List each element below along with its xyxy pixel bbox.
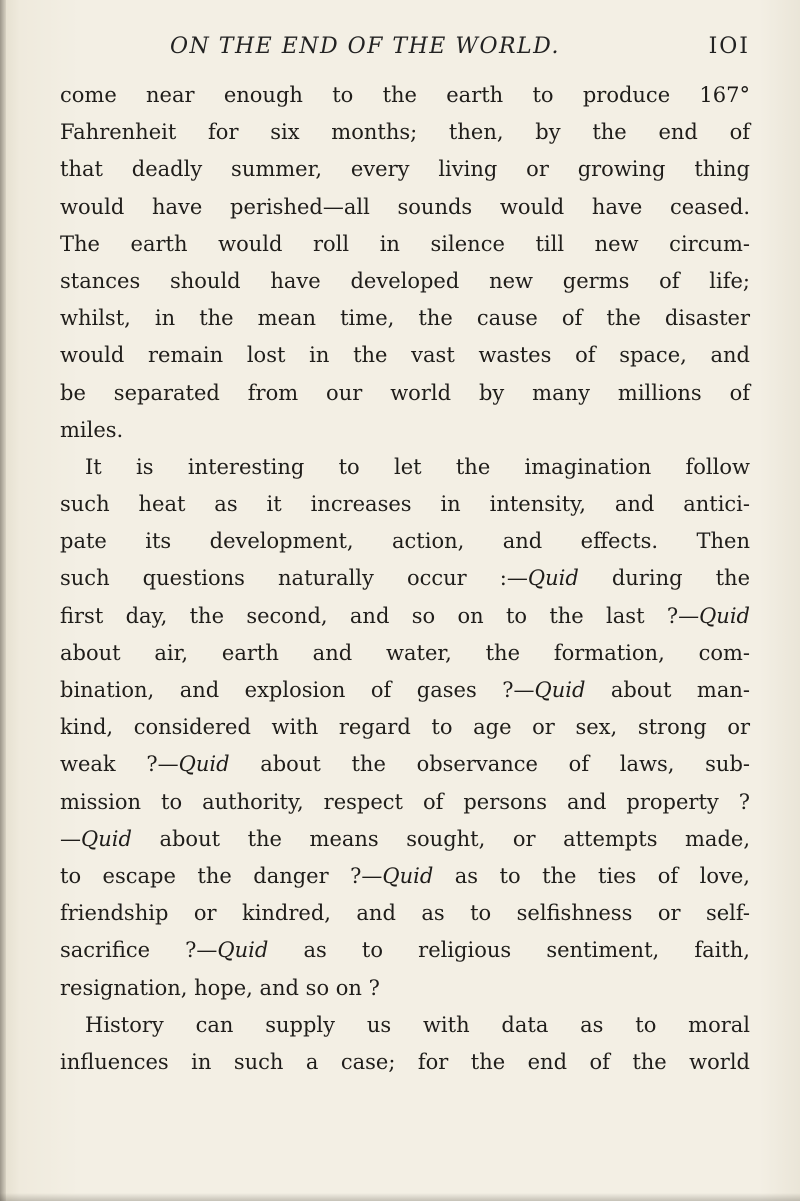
italic-quid: Quid <box>217 938 269 963</box>
text-line <box>60 598 750 635</box>
text-line-content: miles. <box>60 417 124 442</box>
text-line-content: influences in such a case; for the end of the world <box>60 1049 750 1074</box>
text-line-content: It is interesting to let the imagination follow <box>85 454 750 479</box>
text-line-content: Fahrenheit for six months; then, by the end of <box>60 120 750 145</box>
text-line <box>60 746 750 783</box>
text-line-content: pate its development, action, and effects. Then <box>60 529 750 554</box>
text-line-content: weak ?— <box>60 752 179 777</box>
text-line <box>60 486 750 523</box>
text-line-content: resignation, hope, and so on ? <box>60 975 380 1000</box>
italic-quid: Quid <box>527 566 579 591</box>
text-line <box>60 523 750 560</box>
italic-quid: Quid <box>81 826 132 851</box>
text-line <box>60 784 750 821</box>
book-spine-edge <box>0 0 6 1201</box>
text-line <box>60 1044 750 1081</box>
text-line <box>60 1007 750 1044</box>
text-line <box>60 560 750 597</box>
text-line-continuation: about the observance of laws, sub- <box>229 752 750 777</box>
text-line-content: such heat as it increases in intensity, and antici- <box>60 492 750 517</box>
text-line-content: History can supply us with data as to moral <box>85 1012 750 1037</box>
text-line-continuation: about man- <box>585 678 750 702</box>
text-line <box>60 895 750 932</box>
text-line-content: that deadly summer, every living or growing thing <box>60 157 750 182</box>
text-line-content: sacrifice ?— <box>60 938 218 963</box>
text-line-content: bination, and explosion of gases ?— <box>60 678 535 702</box>
text-line-continuation: as to religious sentiment, faith, <box>268 938 750 963</box>
text-line-content: friendship or kindred, and as to selfishness or self- <box>60 901 750 926</box>
text-line-content: stances should have developed new germs of life; <box>60 268 750 293</box>
text-line-content: be separated from our world by many millions of <box>60 380 750 405</box>
text-line-content: would remain lost in the vast wastes of space, and <box>60 343 750 368</box>
text-line-content: would have perished—all sounds would have ceased. <box>60 194 750 219</box>
page-header <box>60 32 750 68</box>
text-line <box>60 449 750 486</box>
text-line <box>60 821 750 858</box>
text-line <box>60 263 750 300</box>
text-line <box>60 932 750 969</box>
text-line-content: — <box>60 826 81 851</box>
text-line <box>60 970 750 1007</box>
text-line-content: The earth would roll in silence till new circum- <box>60 231 750 256</box>
text-line-content: to escape the danger ?— <box>60 863 383 888</box>
italic-quid: Quid <box>534 678 586 702</box>
text-line <box>60 77 750 114</box>
text-line <box>60 412 750 449</box>
text-line <box>60 300 750 337</box>
text-line-content: mission to authority, respect of persons and property ? <box>60 789 750 814</box>
text-line-continuation: during the <box>578 566 751 591</box>
body-text <box>60 77 750 1081</box>
text-line <box>60 635 750 672</box>
text-line <box>60 151 750 188</box>
text-line <box>60 672 750 709</box>
text-line <box>60 858 750 895</box>
text-line-continuation: about the means sought, or attempts made, <box>131 826 750 851</box>
text-line-content: such questions naturally occur :— <box>60 566 528 591</box>
page-number: IOI <box>708 34 750 59</box>
text-line-content: whilst, in the mean time, the cause of the disaster <box>60 306 750 331</box>
text-line-content: about air, earth and water, the formation, com- <box>60 640 750 665</box>
text-line <box>60 189 750 226</box>
text-line <box>60 337 750 374</box>
text-line <box>60 709 750 746</box>
text-line <box>60 114 750 151</box>
running-head: ON THE END OF THE WORLD. <box>170 34 561 59</box>
text-line-continuation: as to the ties of love, <box>433 863 750 888</box>
italic-quid: Quid <box>699 603 750 628</box>
text-line <box>60 375 750 412</box>
page-bottom-shadow <box>0 1193 800 1201</box>
text-line-content: kind, considered with regard to age or sex, strong or <box>60 715 750 740</box>
text-line <box>60 226 750 263</box>
italic-quid: Quid <box>382 863 434 888</box>
text-line-content: come near enough to the earth to produce 167° <box>60 83 750 107</box>
italic-quid: Quid <box>178 752 230 777</box>
text-line-content: first day, the second, and so on to the last ?— <box>60 603 700 628</box>
